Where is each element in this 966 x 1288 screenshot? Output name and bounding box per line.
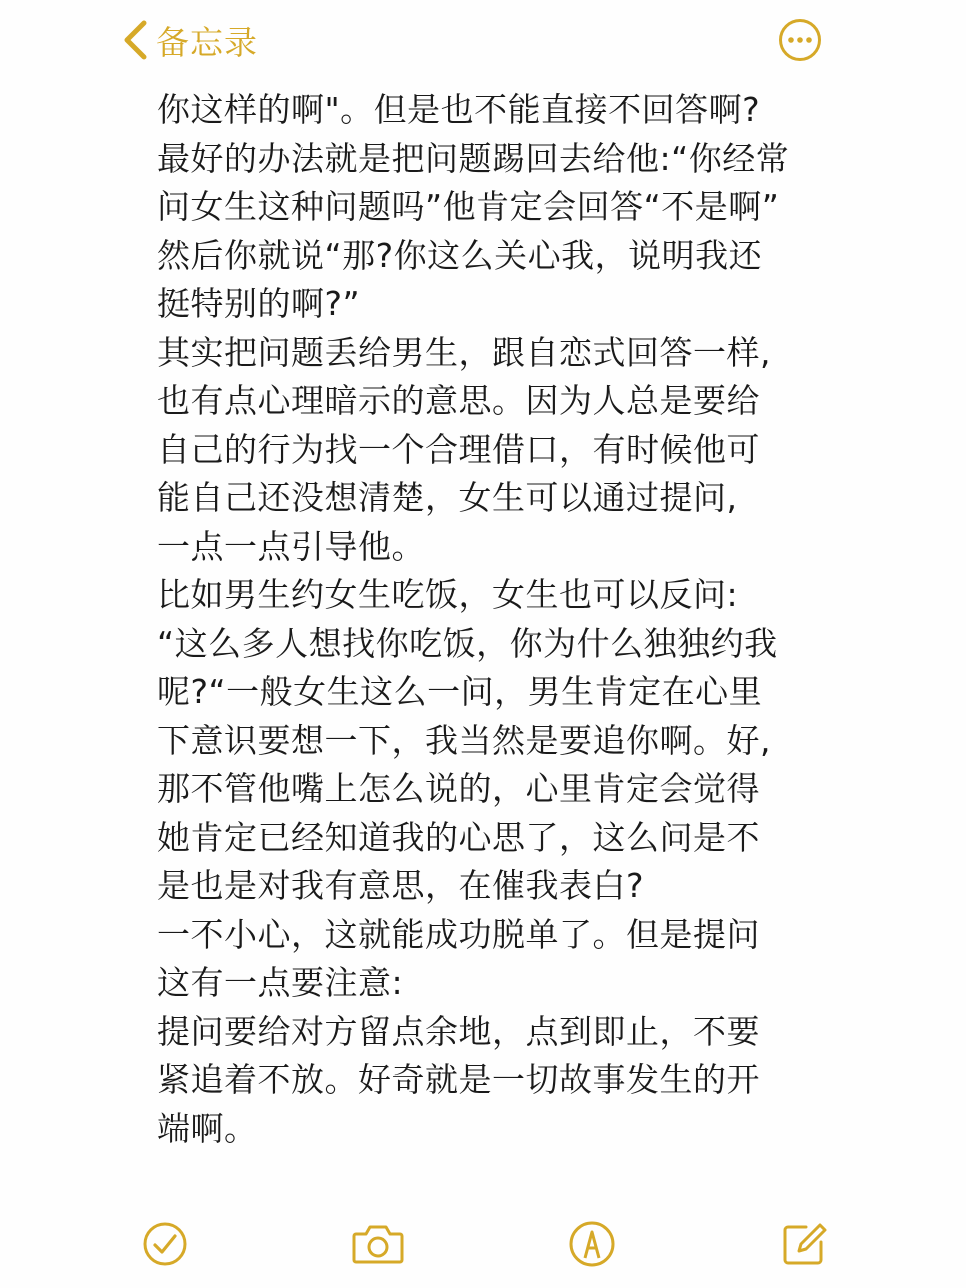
back-label: 备忘录: [156, 22, 258, 62]
note-line: 其实把问题丢给男生，跟自恋式回答一样,: [157, 332, 771, 372]
note-line: 然后你就说“那?你这么关心我，说明我还: [157, 235, 763, 275]
chevron-left-icon: [122, 20, 148, 60]
note-line: 比如男生约女生吃饭，女生也可以反问:: [157, 575, 739, 614]
note-line: 一点一点引导他。: [157, 526, 425, 566]
note-line: 紧追着不放。好奇就是一切故事发生的开: [157, 1060, 760, 1099]
note-body[interactable]: [157, 86, 817, 1153]
note-line: 提问要给对方留点余地，点到即止，不要: [157, 1011, 760, 1051]
camera-button[interactable]: [350, 1216, 406, 1272]
note-line: 问女生这种问题吗”他肯定会回答“不是啊”: [157, 187, 780, 226]
note-line: 挺特别的啊?”: [157, 284, 361, 323]
note-line: 你这样的啊"。但是也不能直接不回答啊?: [157, 90, 761, 129]
markup-pen-icon: [568, 1220, 616, 1268]
checklist-button[interactable]: [137, 1216, 193, 1272]
note-line: 她肯定已经知道我的心思了，这么问是不: [157, 817, 760, 857]
navigation-bar: [0, 0, 966, 80]
more-options-button[interactable]: [778, 18, 822, 62]
note-line: 能自己还没想清楚，女生可以通过提问,: [157, 478, 738, 517]
back-button[interactable]: [122, 16, 258, 64]
note-line: 是也是对我有意思，在催我表白?: [157, 866, 645, 905]
note-line: 一不小心，这就能成功脱单了。但是提问: [157, 914, 760, 954]
note-line: “这么多人想找你吃饭，你为什么独独约我: [157, 623, 778, 663]
note-line: 端啊。: [157, 1108, 258, 1148]
note-line: 最好的办法就是把问题踢回去给他:“你经常: [157, 138, 790, 178]
note-line: 这有一点要注意:: [157, 963, 404, 1002]
markup-button[interactable]: [564, 1216, 620, 1272]
camera-icon: [351, 1222, 405, 1266]
ellipsis-circle-icon: [778, 18, 822, 62]
note-line: 下意识要想一下，我当然是要追你啊。好,: [157, 720, 771, 760]
note-line: 也有点心理暗示的意思。因为人总是要给: [157, 381, 760, 420]
compose-button[interactable]: [776, 1216, 832, 1272]
checkmark-circle-icon: [142, 1221, 188, 1267]
note-line: 那不管他嘴上怎么说的，心里肯定会觉得: [157, 769, 760, 808]
note-line: 呢?“一般女生这么一问，男生肯定在心里: [157, 672, 763, 711]
compose-icon: [780, 1220, 828, 1268]
note-line: 自己的行为找一个合理借口，有时候他可: [157, 429, 760, 469]
bottom-toolbar: [0, 1216, 966, 1276]
